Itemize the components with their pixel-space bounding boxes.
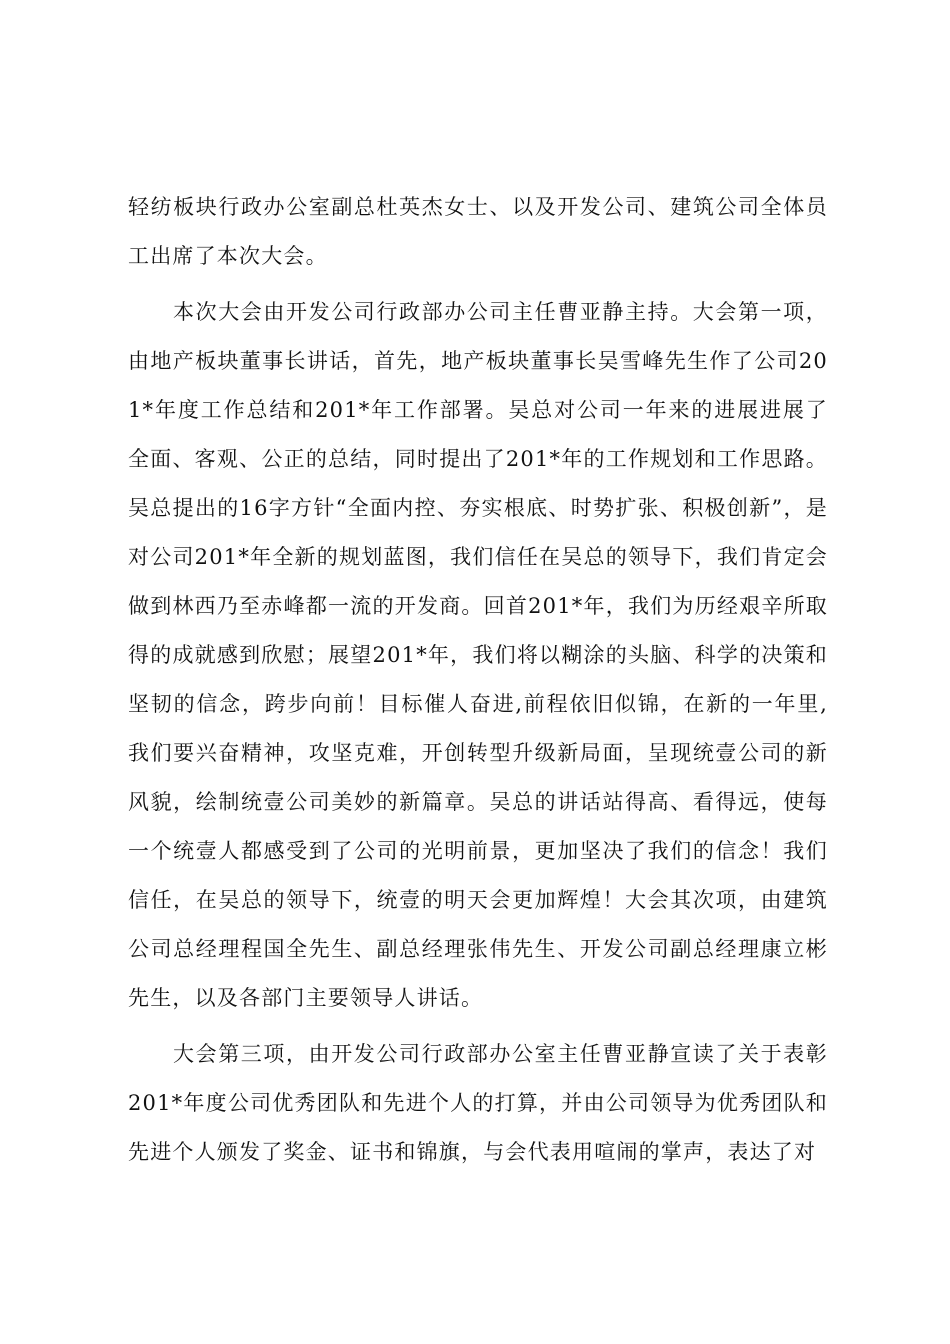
paragraph-3: 大会第三项，由开发公司行政部办公室主任曹亚静宣读了关于表彰201*年度公司优秀团队和先进个人的打算，并由公司领导为优秀团队和先进个人颁发了奖金、证书和锦旗，与会代表用喧闹的掌声，表达了对 xyxy=(128,1042,828,1164)
document-body xyxy=(128,183,828,1184)
paragraph-2: 本次大会由开发公司行政部办公司主任曹亚静主持。大会第一项，由地产板块董事长讲话，首先，地产板块董事长吴雪峰先生作了公司201*年度工作总结和201*年工作部署。吴总对公司一年来的进展进展了全面、客观、公正的总结，同时提出了201*年的工作规划和工作思路。吴总提出的16字方针“全面内控、夯实根底、时势扩张、积极创新”，是对公司201*年全新的规划蓝图，我们信任在吴总的领导下，我们肯定会做到林西乃至赤峰都一流的开发商。回首201*年，我们为历经艰辛所取得的成就感到欣慰；展望201*年，我们将以糊涂的头脑、科学的决策和坚韧的信念，跨步向前！目标催人奋进,前程依旧似锦，在新的一年里,我们要兴奋精神，攻坚克难，开创转型升级新局面，呈现统壹公司的新风貌，绘制统壹公司美妙的新篇章。吴总的讲话站得高、看得远，使每一个统壹人都感受到了公司的光明前景，更加坚决了我们的信念！我们信任，在吴总的领导下，统壹的明天会更加辉煌！大会其次项，由建筑公司总经理程国全先生、副总经理张伟先生、开发公司副总经理康立彬先生，以及各部门主要领导人讲话。 xyxy=(128,300,828,1010)
paragraph-1: 轻纺板块行政办公室副总杜英杰女士、以及开发公司、建筑公司全体员工出席了本次大会。 xyxy=(128,195,828,268)
